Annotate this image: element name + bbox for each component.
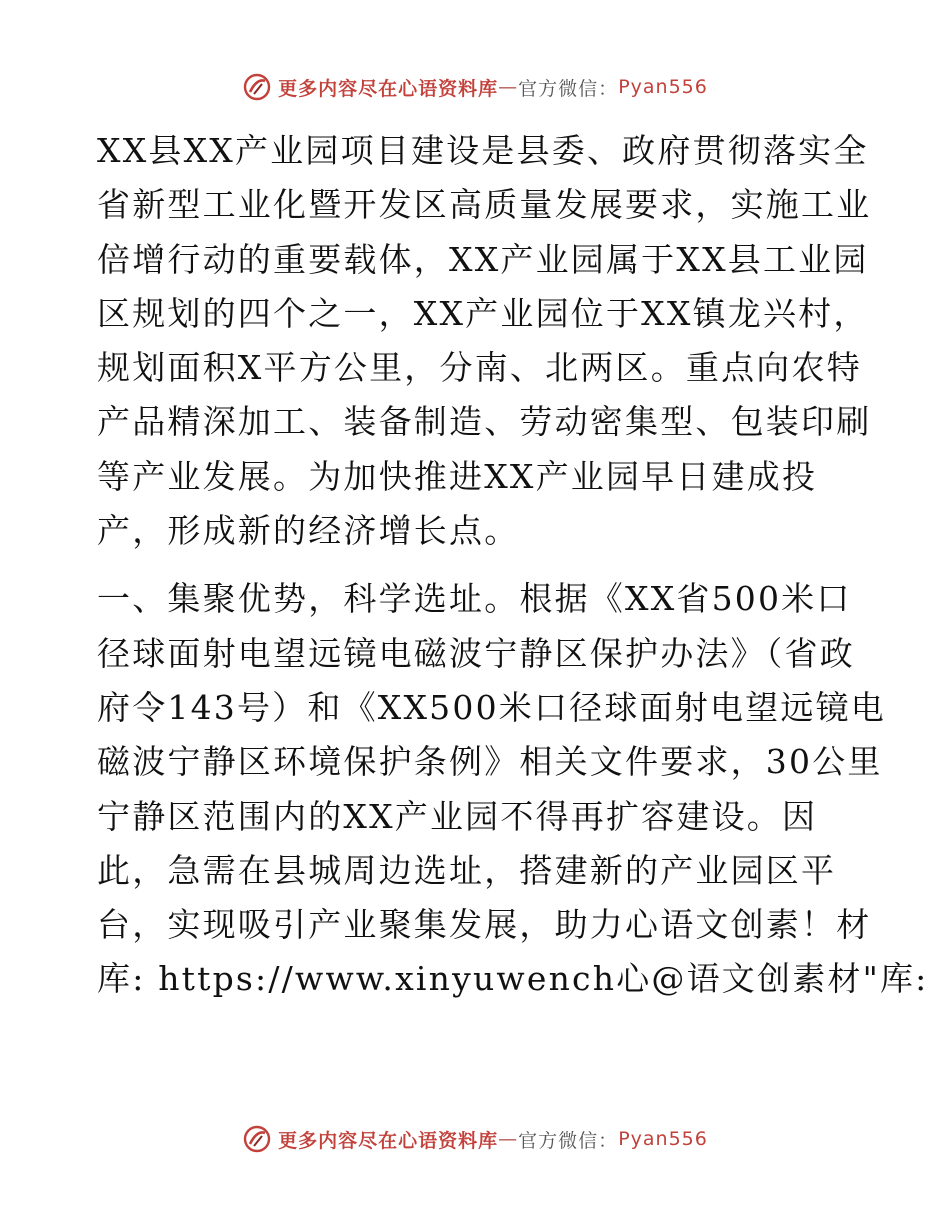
text-line: 宁静区范围内的XX产业园不得再扩容建设。因 <box>97 796 818 836</box>
watermark-brand-text: 更多内容尽在心语资料库 <box>278 1129 499 1152</box>
brand-logo-icon <box>242 72 272 102</box>
text-line: 一、集聚优势，科学选址。根据《XX省500米口 <box>97 579 852 619</box>
text-line: 区规划的四个之一，XX产业园位于XX镇龙兴村， <box>97 293 869 333</box>
text-line: XX县XX产业园项目建设是县委、政府贯彻落实全 <box>97 131 869 170</box>
watermark-wechat-id: Pyan556 <box>618 76 708 98</box>
header-watermark <box>0 72 950 102</box>
watermark-wechat-label: 官方微信： <box>518 1129 619 1152</box>
brand-logo-icon <box>242 1124 272 1154</box>
text-line: 产，形成新的经济增长点。 <box>97 511 520 551</box>
text-line: 库: https://www.xinyuwench心@语文创素材"库: <box>97 959 929 999</box>
document-body <box>97 124 929 1007</box>
text-line: 磁波宁静区环境保护条例》相关文件要求，30公里 <box>97 742 883 782</box>
text-line: 产品精深加工、装备制造、劳动密集型、包装印刷 <box>97 402 872 442</box>
text-line: 倍增行动的重要载体，XX产业园属于XX县工业园 <box>97 239 869 279</box>
watermark-dash: — <box>498 76 519 98</box>
text-line: 台，实现吸引产业聚集发展，助力心语文创素！材 <box>97 905 872 945</box>
text-line: 省新型工业化暨开发区高质量发展要求，实施工业 <box>97 185 872 225</box>
text-line: 此，急需在县城周边选址，搭建新的产业园区平 <box>97 850 837 890</box>
paragraph-section-one <box>97 572 929 1006</box>
text-line: 规划面积X平方公里，分南、北两区。重点向农特 <box>97 348 862 388</box>
paragraph-intro <box>97 124 872 558</box>
watermark-wechat-label: 官方微信： <box>518 77 619 100</box>
watermark-brand-text: 更多内容尽在心语资料库 <box>278 77 499 100</box>
text-line: 府令143号）和《XX500米口径球面射电望远镜电 <box>97 687 886 727</box>
watermark-dash: — <box>498 1128 519 1150</box>
footer-watermark <box>0 1124 950 1154</box>
text-line: 径球面射电望远镜电磁波宁静区保护办法》（省政 <box>97 633 855 673</box>
watermark-wechat-id: Pyan556 <box>618 1128 708 1150</box>
text-line: 等产业发展。为加快推进XX产业园早日建成投 <box>97 456 818 496</box>
